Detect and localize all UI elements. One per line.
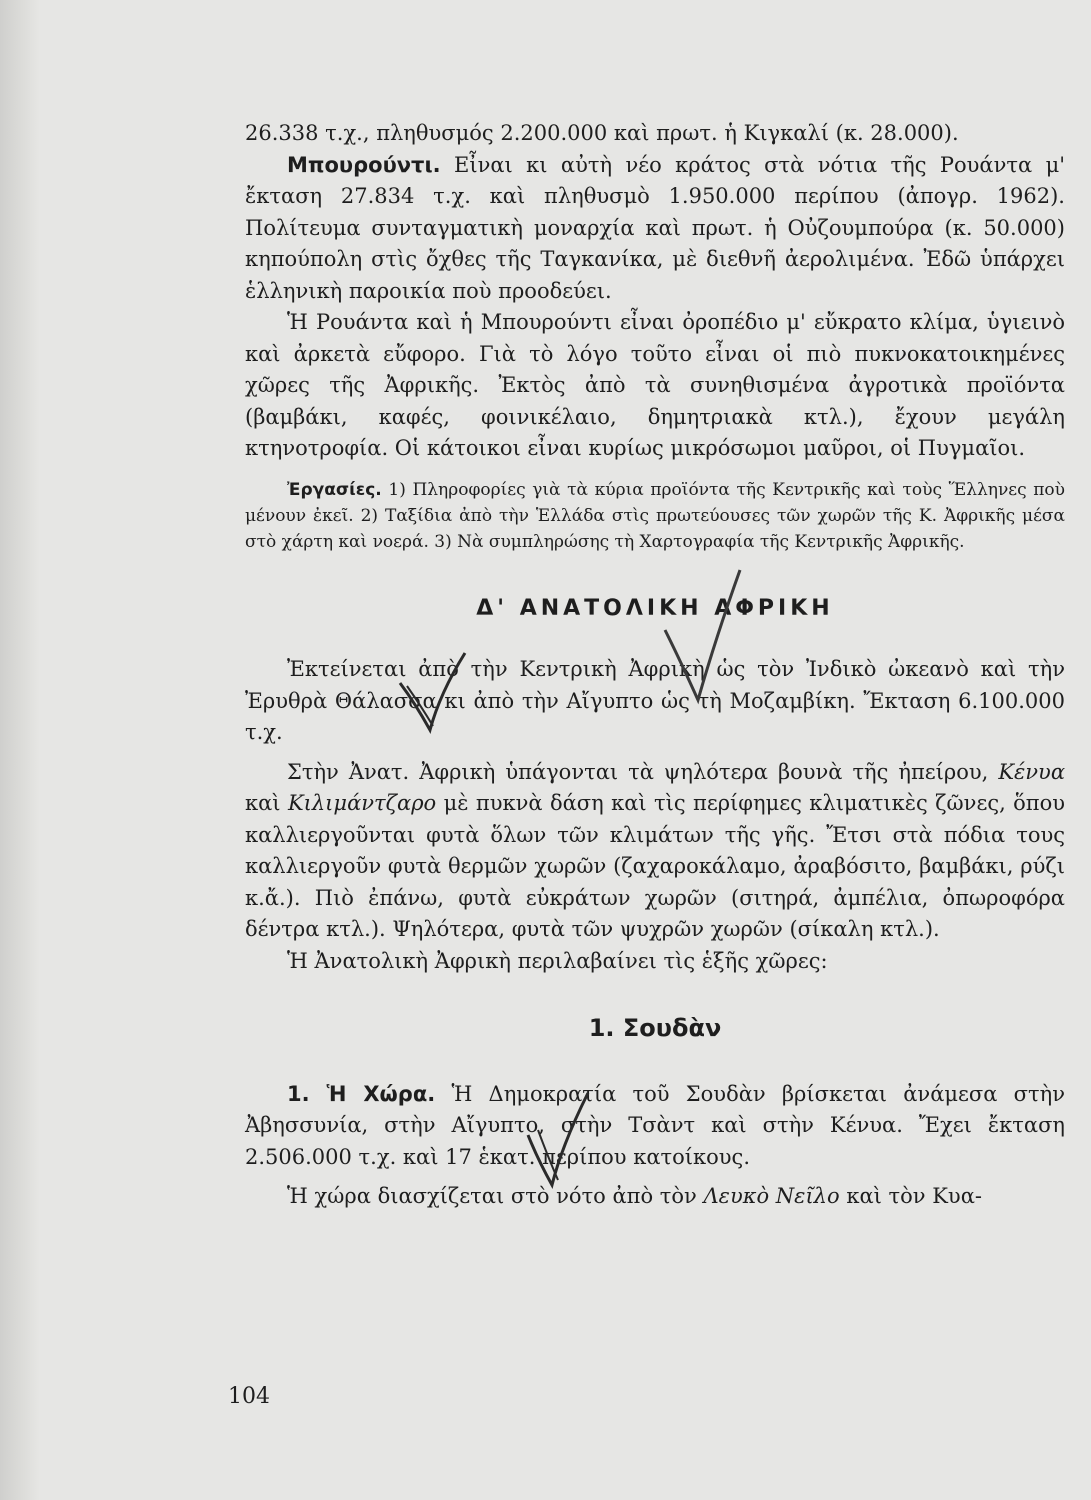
paragraph-burundi bbox=[245, 150, 1065, 308]
page-number: 104 bbox=[228, 1384, 270, 1409]
kenya-name: Κένυα bbox=[998, 759, 1065, 784]
exercises-text: 1) Πληροφορίες γιὰ τὰ κύρια προϊόντα τῆς Κεντρικῆς καὶ τοὺς Ἕλληνες ποὺ μένουν ἐκεῖ. 2) Ταξίδια ἀπὸ τὴν Ἑλλάδα στὶς πρωτεύουσες τῶν χωρῶν τῆς Κ. Ἀφρικῆς μέσα στὸ χάρτη καὶ νοερά. 3) Νὰ συμπληρώσης τὴ Χαρτογραφία τῆς Κεντρικῆς Ἀφρικῆς. bbox=[245, 479, 1065, 552]
paragraph-rwanda-end: 26.338 τ.χ., πληθυσμός 2.200.000 καὶ πρωτ. ἡ Κιγκαλί (κ. 28.000). bbox=[245, 121, 959, 145]
subheading-sudan: 1. Σουδὰν bbox=[588, 1014, 722, 1042]
paragraph-rwanda-burundi: Ἡ Ρουάντα καὶ ἡ Μπουρούντι εἶναι ὀροπέδιο μ' εὔκρατο κλίμα, ὑγιεινὸ καὶ ἀρκετὰ εὔφορο. Γιὰ τὸ λόγο τοῦτο εἶναι οἱ πιὸ πυκνοκατοικημένες χῶρες τῆς Ἀφρικῆς. Ἐκτὸς ἀπὸ τὰ συνηθισμένα ἀγροτικὰ προϊόντα (βαμβάκι, καφές, φοινικέλαιο, δημητριακὰ κτλ.), ἔχουν μεγάλη κτηνοτροφία. Οἱ κάτοικοι εἶναι κυρίως μικρόσωμοι μαῦροι, οἱ Πυγμαῖοι. bbox=[245, 310, 1065, 460]
sudan-country-text: Ἡ Δημοκρατία τοῦ Σουδὰν βρίσκεται ἀνάμεσα στὴν Ἀβησσυνία, στὴν Αἴγυπτο, στὴν Τσὰντ καὶ στὴν Κένυα. Ἔχει ἔκταση 2.506.000 τ.χ. καὶ 17 ἑκατ. περίπου κατοίκους. bbox=[245, 1081, 1065, 1169]
page-edge bbox=[0, 0, 40, 1500]
paragraph-sudan-country bbox=[245, 1079, 1065, 1174]
burundi-text: Εἶναι κι αὐτὴ νέο κράτος στὰ νότια τῆς Ρουάντα μ' ἔκταση 27.834 τ.χ. καὶ πληθυσμὸ 1.950.000 περίπου (ἀπογρ. 1962). Πολίτευμα συνταγματικὴ μοναρχία καὶ πρωτ. ἡ Οὐζουμπούρα (κ. 50.000) κηπούπολη στὶς ὄχθες τῆς Ταγκανίκα, μὲ διεθνῆ ἀερολιμένα. Ἐδῶ ὑπάρχει ἑλληνικὴ παροικία ποὺ προοδεύει. bbox=[245, 152, 1065, 303]
paragraph-east-africa-extent: Ἐκτείνεται ἀπὸ τὴν Κεντρικὴ Ἀφρικὴ ὡς τὸν Ἰνδικὸ ὠκεανὸ καὶ τὴν Ἐρυθρὰ Θάλασσα κι ἀπὸ τὴν Αἴγυπτο ὡς τὴ Μοζαμβίκη. Ἔκταση 6.100.000 τ.χ. bbox=[245, 657, 1065, 744]
white-nile-name: Λευκὸ Νεῖλο bbox=[703, 1184, 840, 1208]
nile-text-a: Ἡ χώρα διασχίζεται στὸ νότο ἀπὸ τὸν bbox=[287, 1184, 704, 1208]
mountains-text-a: Στὴν Ἀνατ. Ἀφρικὴ ὑπάγονται τὰ ψηλότερα βουνὰ τῆς ἠπείρου, bbox=[287, 759, 999, 784]
paragraph-exercises bbox=[245, 477, 1065, 555]
section-heading-east-africa: Δ' ΑΝΑΤΟΛΙΚΗ ΑΦΡΙΚΗ bbox=[476, 595, 834, 621]
paragraph-sudan-nile bbox=[245, 1181, 1065, 1213]
mountains-text-b: μὲ πυκνὰ δάση καὶ τὶς περίφημες κλιματικὲς ζῶνες, ὅπου καλλιεργοῦνται φυτὰ ὅλων τῶν κλιμάτων τῆς γῆς. Ἔτσι στὰ πόδια τους καλλιεργοῦν φυτὰ θερμῶν χωρῶν (ζαχαροκάλαμο, ἀραβόσιτο, βαμβάκι, ρύζι κ.ἄ.). Πιὸ ἐπάνω, φυτὰ εὐκράτων χωρῶν (σιτηρά, ἀμπέλια, ὀπωροφόρα δέντρα κτλ.). Ψηλότερα, φυτὰ τῶν ψυχρῶν χωρῶν (σίκαλη κτλ.). bbox=[245, 791, 1066, 941]
kilimanjaro-name: Κιλιμάντζαρο bbox=[287, 791, 437, 815]
paragraph-east-africa-mountains bbox=[245, 757, 1065, 946]
burundi-title: Μπουρούντι. bbox=[287, 152, 441, 177]
paragraph-east-africa-countries: Ἡ Ἀνατολικὴ Ἀφρικὴ περιλαβαίνει τὶς ἑξῆς χῶρες: bbox=[287, 948, 828, 973]
mountains-and: καὶ bbox=[245, 791, 288, 815]
nile-text-b: καὶ τὸν Κυα- bbox=[839, 1184, 982, 1208]
exercises-title: Ἐργασίες. bbox=[287, 479, 382, 500]
page-body bbox=[245, 118, 1065, 1213]
sudan-country-title: 1. Ἡ Χώρα. bbox=[287, 1081, 436, 1106]
